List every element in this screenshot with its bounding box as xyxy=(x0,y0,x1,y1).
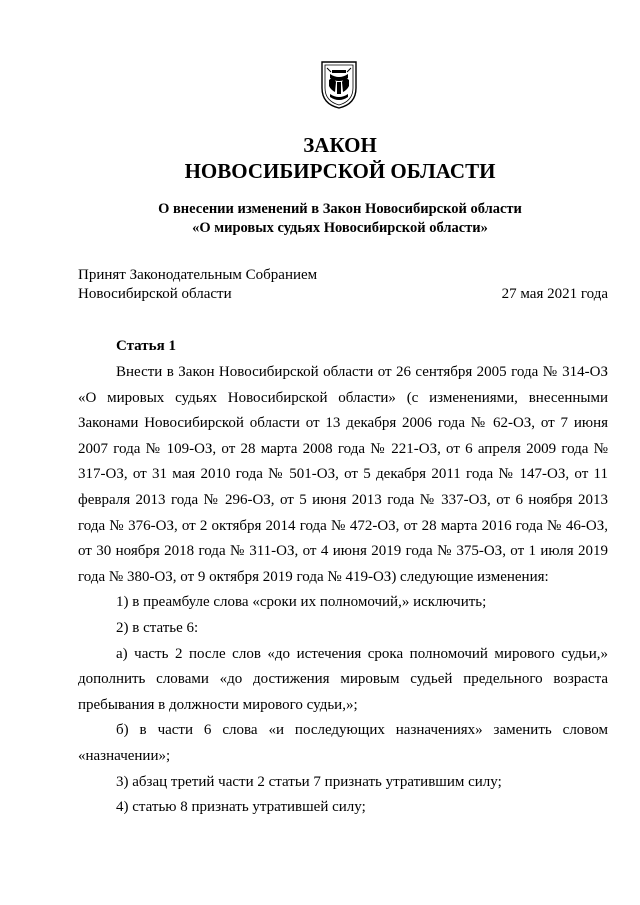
coat-of-arms-icon xyxy=(318,58,360,110)
amendment-item-2: 2) в статье 6: xyxy=(116,619,199,636)
amendment-item-4: 4) статью 8 признать утратившей силу; xyxy=(116,799,366,816)
adoption-line1: Принят Законодательным Собранием xyxy=(78,267,318,283)
amendment-item-2a: а) часть 2 после слов «до истечения срока полномочий мирового судьи,» дополнить словами «до достижения мировым судьей предельного возраста пребывания в должности мирового судьи,»; xyxy=(78,645,608,713)
law-subject-line1: О внесении изменений в Закон Новосибирской области xyxy=(158,201,522,217)
article-body xyxy=(78,360,608,821)
adoption-date: 27 мая 2021 года xyxy=(501,286,608,302)
article-intro: Внести в Закон Новосибирской области от 26 сентября 2005 года № 314-ОЗ «О мировых судьях Новосибирской области» (с изменениями, внесенными Законами Новосибирской области от 13 декабря 2006 года № 62-ОЗ, от 7 июня 2007 года № 109-ОЗ, от 28 марта 2008 года № 221-ОЗ, от 6 апреля 2009 года № 317-ОЗ, от 31 мая 2010 года № 501-ОЗ, от 5 декабря 2011 года № 147-ОЗ, от 11 февраля 2013 года № 296-ОЗ, от 5 июня 2013 года № 337-ОЗ, от 6 ноября 2013 года № 376-ОЗ, от 2 октября 2014 года № 472-ОЗ, от 28 марта 2016 года № 46-ОЗ, от 30 ноября 2018 года № 311-ОЗ, от 4 июня 2019 года № 375-ОЗ, от 1 июля 2019 года № 380-ОЗ, от 9 октября 2019 года № 419-ОЗ) следующие изменения: xyxy=(78,364,608,585)
law-subject-line2: «О мировых судьях Новосибирской области» xyxy=(192,220,488,236)
amendment-item-1: 1) в преамбуле слова «сроки их полномочий,» исключить; xyxy=(116,594,487,611)
law-title: ЗАКОН xyxy=(303,133,377,157)
law-region-title: НОВОСИБИРСКОЙ ОБЛАСТИ xyxy=(184,159,496,183)
amendment-item-2b: б) в части 6 слова «и последующих назначениях» заменить словом «назначении»; xyxy=(78,722,608,764)
amendment-item-3: 3) абзац третий части 2 статьи 7 признать утратившим силу; xyxy=(116,773,502,790)
article-heading: Статья 1 xyxy=(116,338,176,354)
adoption-line2: Новосибирской области xyxy=(78,286,232,302)
